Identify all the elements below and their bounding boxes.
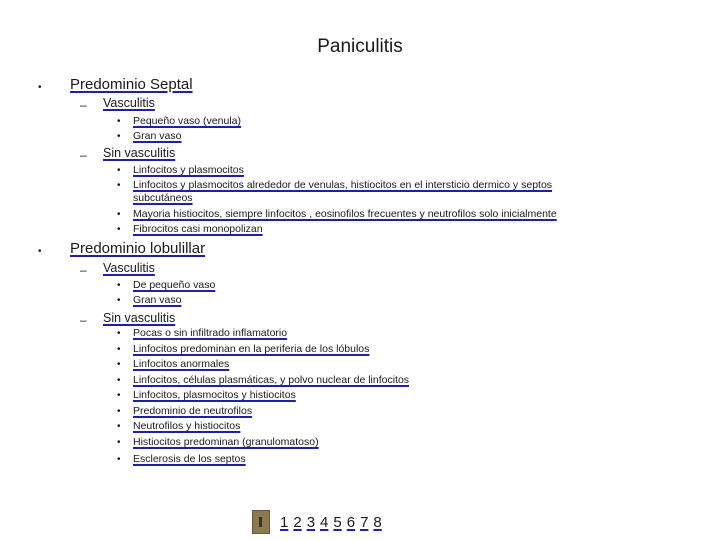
page-title: Paniculitis bbox=[317, 36, 403, 57]
bullet-dot: • bbox=[117, 209, 121, 220]
page-link-6[interactable]: 6 bbox=[346, 513, 356, 531]
page-link-3[interactable]: 3 bbox=[306, 513, 316, 531]
section-septal-link[interactable]: Predominio Septal bbox=[70, 76, 193, 93]
item-link[interactable]: Linfocitos anormales bbox=[133, 358, 230, 370]
item-link[interactable]: Linfocitos, células plasmáticas, y polvo nuclear de linfocitos bbox=[133, 374, 410, 386]
page-link-2[interactable]: 2 bbox=[293, 513, 302, 531]
bullet-dot: • bbox=[117, 180, 121, 191]
item-link-continued[interactable]: subcutáneos bbox=[133, 192, 193, 204]
item-link[interactable]: Gran vaso bbox=[133, 130, 182, 142]
dash-marker: – bbox=[80, 98, 87, 112]
page-link-8[interactable]: 8 bbox=[373, 513, 382, 531]
page-link-1[interactable]: 1 bbox=[280, 513, 289, 531]
page-link-7[interactable]: 7 bbox=[360, 513, 369, 531]
item-link[interactable]: Fibrocitos casi monopolizan bbox=[133, 223, 263, 235]
bullet-dot: • bbox=[117, 454, 121, 465]
pager bbox=[252, 510, 387, 534]
item-link[interactable]: Linfocitos predominan en la periferia de los lóbulos bbox=[133, 343, 370, 355]
bullet-dot: • bbox=[117, 328, 121, 339]
item-link[interactable]: Mayoria histiocitos, siempre linfocitos , eosinofilos frecuentes y neutrofilos solo inicialmente bbox=[133, 208, 557, 220]
group-septal-vasculitis-link[interactable]: Vasculitis bbox=[103, 96, 155, 110]
bullet-dot: • bbox=[117, 421, 121, 432]
group-lobulillar-vasculitis-link[interactable]: Vasculitis bbox=[103, 261, 155, 275]
bullet-dot: • bbox=[117, 359, 121, 370]
dash-marker: – bbox=[80, 263, 87, 277]
item-link[interactable]: Predominio de neutrofilos bbox=[133, 405, 253, 417]
dash-marker: – bbox=[80, 313, 87, 327]
page-link-4[interactable]: 4 bbox=[320, 513, 329, 531]
item-link[interactable]: Gran vaso bbox=[133, 294, 182, 306]
bullet-dot: • bbox=[38, 82, 42, 93]
bullet-dot: • bbox=[117, 165, 121, 176]
group-septal-sin-vasculitis-link[interactable]: Sin vasculitis bbox=[103, 146, 176, 160]
bullet-dot: • bbox=[117, 437, 121, 448]
section-lobulillar-link[interactable]: Predominio lobulillar bbox=[70, 240, 206, 257]
item-link[interactable]: Neutrofilos y histiocitos bbox=[133, 420, 241, 432]
bullet-dot: • bbox=[117, 131, 121, 142]
slide-thumbnail-icon bbox=[252, 510, 270, 534]
item-link[interactable]: Histiocitos predominan (granulomatoso) bbox=[133, 436, 319, 448]
item-link[interactable]: Esclerosis de los septos bbox=[133, 453, 246, 465]
bullet-dot: • bbox=[117, 375, 121, 386]
bullet-dot: • bbox=[117, 295, 121, 306]
bullet-dot: • bbox=[117, 224, 121, 235]
item-link[interactable]: De pequeño vaso bbox=[133, 279, 216, 291]
bullet-dot: • bbox=[117, 344, 121, 355]
item-link[interactable]: Linfocitos y plasmocitos bbox=[133, 164, 244, 176]
bullet-dot: • bbox=[117, 390, 121, 401]
bullet-dot: • bbox=[38, 246, 42, 257]
dash-marker: – bbox=[80, 148, 87, 162]
bullet-dot: • bbox=[117, 280, 121, 291]
item-link[interactable]: Linfocitos y plasmocitos alrededor de venulas, histiocitos en el intersticio dermico y septos bbox=[133, 179, 553, 191]
page-link-5[interactable]: 5 bbox=[333, 513, 342, 531]
item-link[interactable]: Pequeño vaso (venula) bbox=[133, 115, 241, 127]
bullet-dot: • bbox=[117, 116, 121, 127]
item-link[interactable]: Pocas o sin infiltrado inflamatorio bbox=[133, 327, 288, 339]
bullet-dot: • bbox=[117, 406, 121, 417]
item-link[interactable]: Linfocitos, plasmocitos y histiocitos bbox=[133, 389, 296, 401]
group-lobulillar-sin-vasculitis-link[interactable]: Sin vasculitis bbox=[103, 311, 176, 325]
